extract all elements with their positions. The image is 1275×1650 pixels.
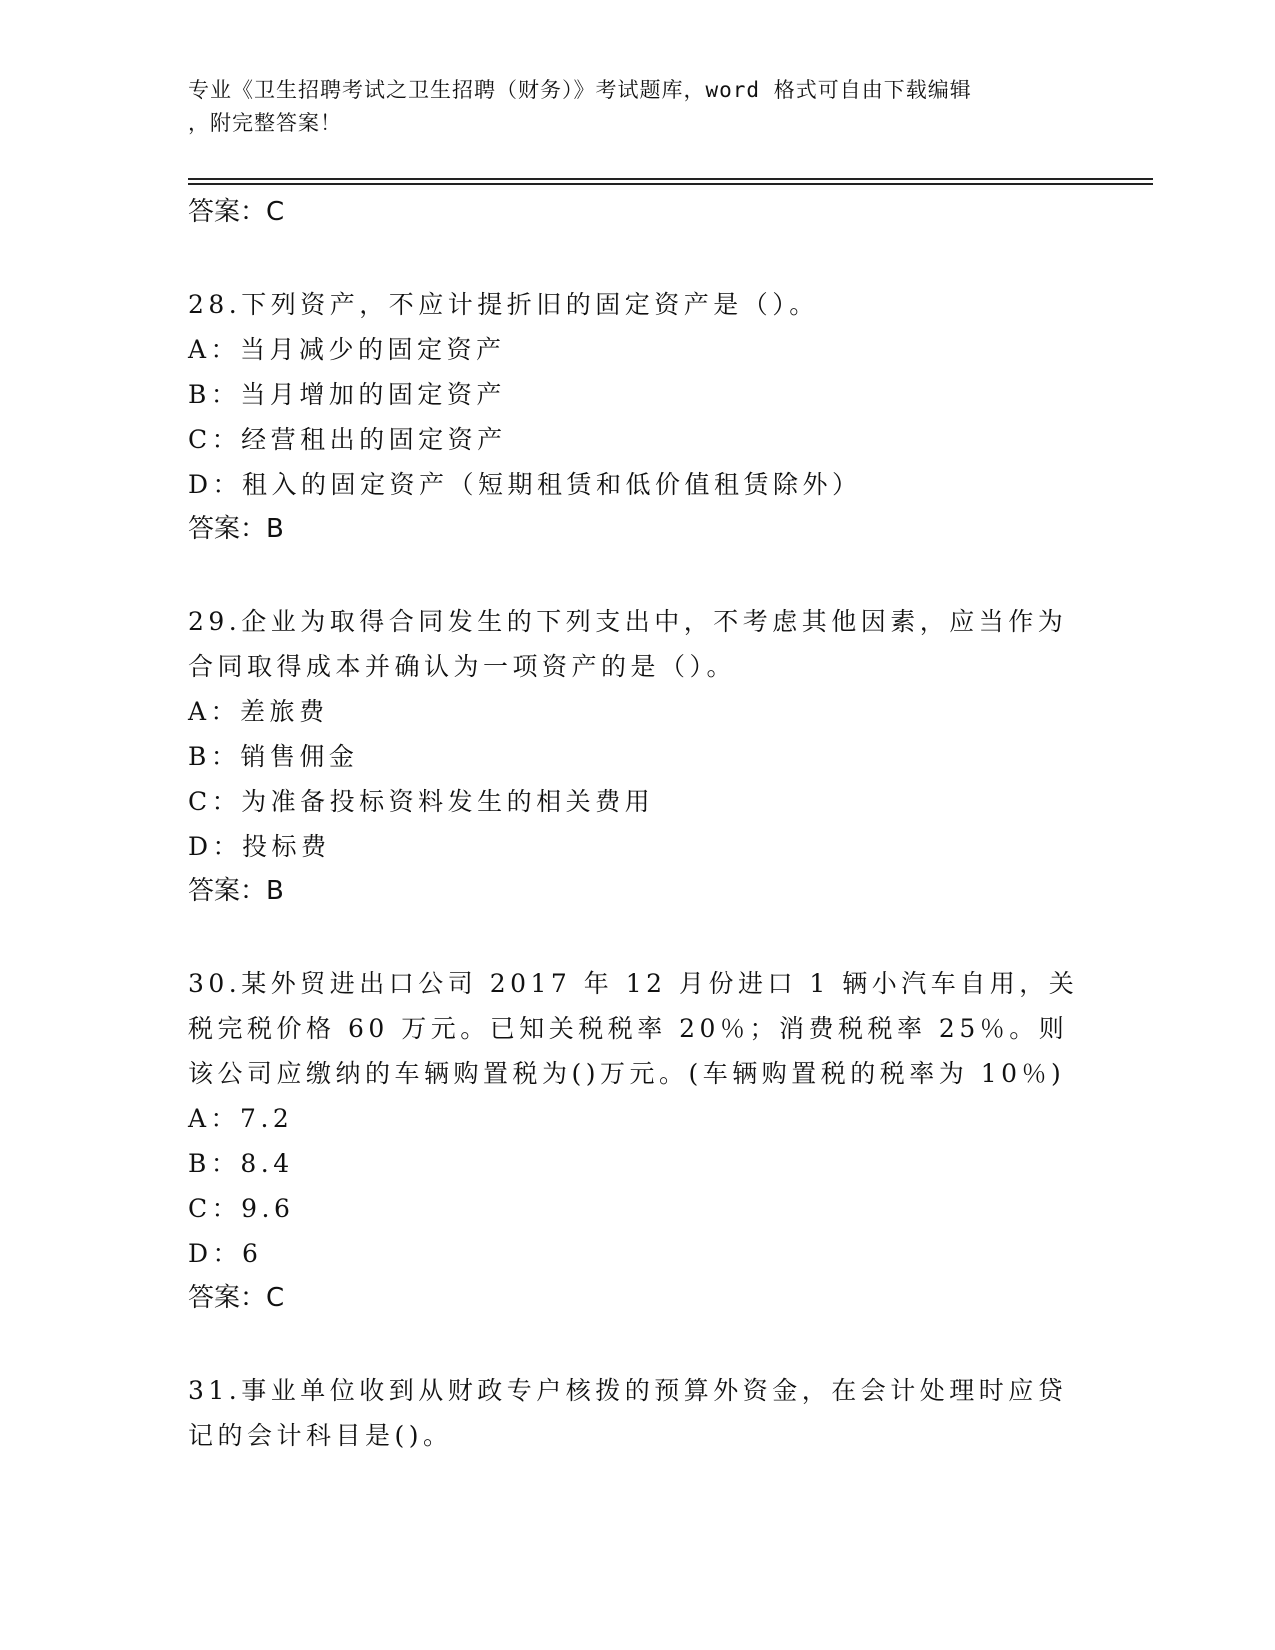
question-block-31 — [188, 1368, 1088, 1458]
option-c: C：经营租出的固定资产 — [188, 425, 507, 454]
spacer — [188, 234, 1088, 282]
option-b: B：当月增加的固定资产 — [188, 380, 506, 409]
header-divider-top — [188, 178, 1153, 180]
question-block-29 — [188, 599, 1088, 913]
option-a: A：当月减少的固定资产 — [188, 335, 506, 364]
answer: 答案：B — [188, 876, 284, 906]
option-a: A：7.2 — [188, 1104, 294, 1133]
spacer — [188, 1320, 1088, 1368]
spacer — [188, 913, 1088, 961]
option-a: A：差旅费 — [188, 697, 329, 726]
question-text: 31.事业单位收到从财政专户核拨的预算外资金，在会计处理时应贷记的会计科目是()。 — [188, 1376, 1068, 1450]
question-list — [188, 190, 1088, 1458]
answer: 答案：B — [188, 514, 284, 544]
question-text: 30.某外贸进出口公司 2017 年 12 月份进口 1 辆小汽车自用，关税完税价格 60 万元。已知关税税率 20％；消费税税率 25％。则该公司应缴纳的车辆购置税为()万元。(车辆购置税的税率为 10％) — [188, 969, 1079, 1088]
spacer — [188, 551, 1088, 599]
answer-27: 答案：C — [188, 197, 285, 227]
document-header: 专业《卫生招聘考试之卫生招聘（财务）》考试题库，word 格式可自由下载编辑 ，附完整答案！ — [188, 78, 972, 135]
answer: 答案：C — [188, 1283, 285, 1313]
question-text: 29.企业为取得合同发生的下列支出中，不考虑其他因素，应当作为合同取得成本并确认为一项资产的是（）。 — [188, 607, 1068, 681]
question-block-28 — [188, 282, 1088, 551]
option-b: B：销售佣金 — [188, 742, 359, 771]
option-c: C：为准备投标资料发生的相关费用 — [188, 787, 655, 816]
question-block-30 — [188, 961, 1088, 1320]
option-b: B：8.4 — [188, 1149, 294, 1178]
option-d: D：6 — [188, 1239, 263, 1268]
option-c: C：9.6 — [188, 1194, 295, 1223]
question-text: 28.下列资产，不应计提折旧的固定资产是（）。 — [188, 290, 819, 319]
option-d: D：投标费 — [188, 832, 331, 861]
option-d: D：租入的固定资产（短期租赁和低价值租赁除外） — [188, 470, 862, 499]
header-divider-bottom — [188, 183, 1153, 185]
